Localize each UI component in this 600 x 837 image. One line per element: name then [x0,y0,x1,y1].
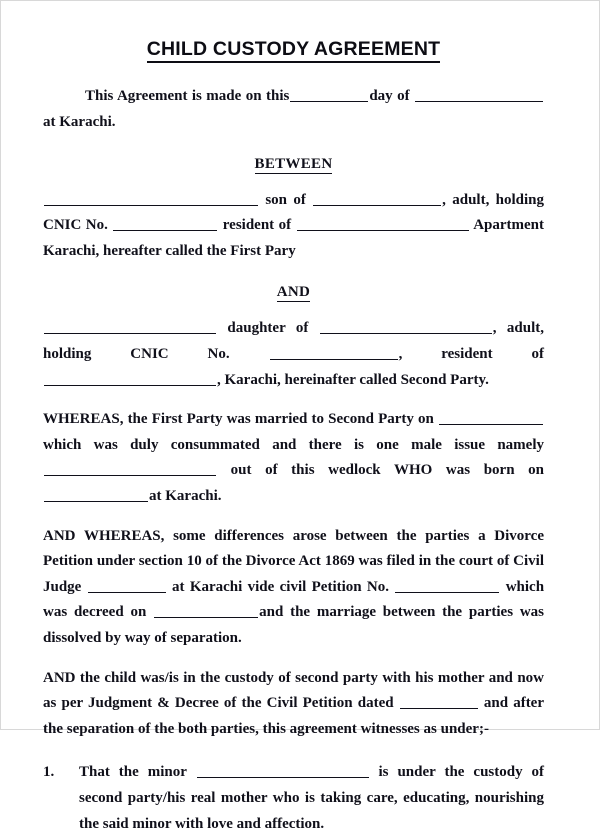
and-whereas-text-1: , some differences arose between the parties a Divorce Petition under section 10 of the Divorce Act 1869 was filed in the court of Civil Judge [43,527,544,595]
whereas-text-1: , the First Party was married to Second Party on [119,411,434,428]
intro-text-1: This Agreement is made on this [85,88,290,105]
blank-minor-name[interactable] [197,766,369,778]
heading-and-text: AND [276,284,311,301]
blank-civil-judge[interactable] [88,581,166,593]
heading-between-text: BETWEEN [254,155,333,172]
blank-decree-date[interactable] [154,606,258,618]
and-whereas-text-2: at Karachi vide civil [172,578,307,595]
first-party-text-6: Karachi, hereafter called the First Pary [43,242,296,259]
blank-first-party-address[interactable] [297,219,469,231]
blank-second-party-address[interactable] [44,374,216,386]
whereas-paragraph [43,407,544,509]
page-title-text: CHILD CUSTODY AGREEMENT [147,39,441,63]
blank-month-year[interactable] [415,90,543,102]
whereas-label: WHEREAS [43,411,120,428]
first-party-text-1: son of [265,191,306,208]
and-custody-paragraph [43,666,544,743]
second-party-text-5: , [217,371,221,388]
blank-second-party-cnic[interactable] [270,348,398,360]
second-party-text-3: CNIC No. [130,346,230,362]
whereas-text-3: out of this wedlock WHO was born on [230,462,545,479]
blank-first-party-name[interactable] [44,194,258,206]
first-party-paragraph [43,188,544,265]
whereas-text-4: at Karachi. [149,487,222,504]
and-whereas-text-3: Petition No. [311,578,390,595]
clause-number: 1. [43,764,55,781]
intro-paragraph [43,84,544,135]
blank-marriage-date[interactable] [439,413,543,425]
blank-judgment-date[interactable] [400,697,478,709]
intro-text-3: at Karachi. [43,114,116,131]
and-whereas-label: AND WHEREAS [43,527,161,544]
second-party-text-4: , resident of [398,346,545,362]
blank-day[interactable] [290,90,368,102]
blank-second-party-father[interactable] [320,322,492,334]
document-body [43,1,544,837]
second-party-text-2: , adult, holding [43,320,545,362]
second-party-text-6: Karachi, hereinafter called Second Party. [224,371,489,388]
second-party-paragraph [43,316,544,393]
and-whereas-paragraph [43,524,544,652]
and-custody-label: AND [43,669,76,686]
first-party-text-3: CNIC No. [43,217,108,234]
clause-text-1: That the minor [79,764,187,781]
blank-first-party-cnic[interactable] [113,219,217,231]
blank-first-party-father[interactable] [313,194,441,206]
blank-petition-no[interactable] [395,581,499,593]
heading-between [43,155,544,174]
and-whereas-text-5: and the marriage between the parties was dissolved by way of separation. [43,604,545,646]
clause-item [43,760,544,837]
whereas-text-2: which was duly consummated and there is one male issue namely [43,436,544,453]
first-party-text-5: Apartment [473,217,545,234]
first-party-text-4: resident of [222,217,292,234]
and-whereas-text-4: which was decreed on [43,578,545,621]
blank-child-name[interactable] [44,464,216,476]
blank-second-party-name[interactable] [44,322,216,334]
first-party-text-2: , adult, holding [442,191,545,208]
intro-text-2: day of [369,88,410,105]
heading-and [43,283,544,302]
second-party-text-1: daughter of [227,320,309,337]
clause-body [79,760,544,837]
and-custody-text-2: and after the separation of the both parties, this agreement witnesses as under;- [43,695,544,737]
clause-text-2: is under the custody of second party/his real mother who is taking care, educating, nourishing the said minor with love and affection. [79,764,545,832]
and-custody-text-1: the child was/is in the custody of second party with his mother and now as per Judgment & Decree of the Civil Petition dated [43,669,544,712]
blank-birth-date[interactable] [44,490,148,502]
page-title [43,39,544,63]
